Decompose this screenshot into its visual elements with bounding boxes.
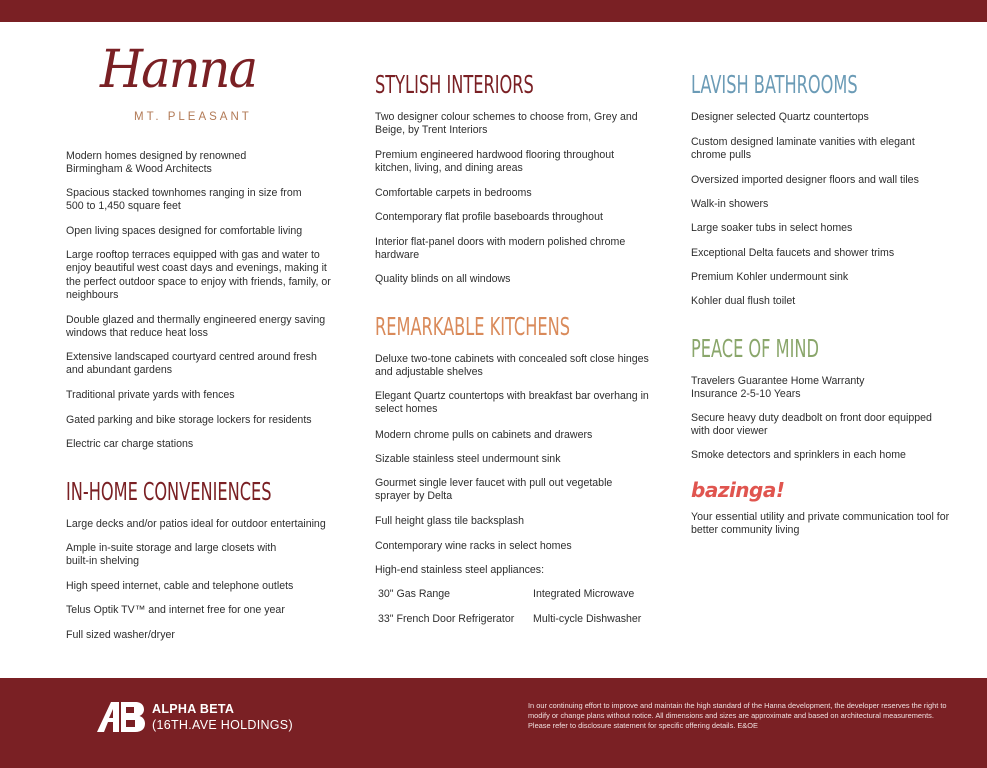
list-item: Large decks and/or patios ideal for outdoor entertaining bbox=[66, 518, 326, 530]
list-item: High-end stainless steel appliances: bbox=[375, 564, 545, 576]
bathrooms-heading: LAVISH BATHROOMS bbox=[691, 70, 858, 99]
list-item: Open living spaces designed for comfortable living bbox=[66, 225, 303, 237]
list-item: Electric car charge stations bbox=[66, 438, 194, 450]
developer-subtitle: (16TH.AVE HOLDINGS) bbox=[152, 718, 293, 732]
list-item: High speed internet, cable and telephone outlets bbox=[66, 580, 294, 592]
list-item: Smoke detectors and sprinklers in each home bbox=[691, 449, 906, 461]
logo-wordmark: Hanna bbox=[100, 40, 257, 100]
list-item: Two designer colour schemes to choose from, Grey and Beige, by Trent Interiors bbox=[375, 111, 638, 137]
logo-location: MT. PLEASANT bbox=[134, 111, 252, 123]
list-item: Ample in-suite storage and large closets with built-in shelving bbox=[66, 542, 277, 568]
list-item: Telus Optik TV™ and internet free for one year bbox=[66, 604, 285, 616]
list-item: Contemporary wine racks in select homes bbox=[375, 540, 572, 552]
list-item: Premium Kohler undermount sink bbox=[691, 271, 849, 283]
kitchens-heading: REMARKABLE KITCHENS bbox=[375, 312, 570, 341]
list-item: Walk-in showers bbox=[691, 198, 769, 210]
list-item: Premium engineered hardwood flooring throughout kitchen, living, and dining areas bbox=[375, 149, 615, 175]
list-item: Oversized imported designer floors and wall tiles bbox=[691, 174, 919, 186]
list-item: Travelers Guarantee Home Warranty Insurance 2-5-10 Years bbox=[691, 375, 865, 401]
peace-heading: PEACE OF MIND bbox=[691, 334, 819, 363]
list-item: Traditional private yards with fences bbox=[66, 389, 235, 401]
list-item: Custom designed laminate vanities with elegant chrome pulls bbox=[691, 136, 915, 162]
list-item: Full sized washer/dryer bbox=[66, 629, 175, 641]
list-item: Designer selected Quartz countertops bbox=[691, 111, 869, 123]
disclaimer-text: In our continuing effort to improve and maintain the high standard of the Hanna development, the developer reserves the right to modify or change plans without notice. All dimensions and sizes are approximate and based on architectural measurements. Please refer to disclosure statement for specific offering details. E&OE bbox=[528, 701, 947, 731]
list-item: Gourmet single lever faucet with pull out vegetable sprayer by Delta bbox=[375, 477, 613, 503]
appliance-item: Integrated Microwave bbox=[533, 588, 635, 600]
alpha-beta-logo-icon bbox=[97, 702, 147, 732]
list-item: Contemporary flat profile baseboards throughout bbox=[375, 211, 603, 223]
list-item: Quality blinds on all windows bbox=[375, 273, 511, 285]
list-item: Gated parking and bike storage lockers for residents bbox=[66, 414, 312, 426]
list-item: Double glazed and thermally engineered energy saving windows that reduce heat loss bbox=[66, 314, 326, 340]
list-item: Comfortable carpets in bedrooms bbox=[375, 187, 532, 199]
developer-name: ALPHA BETA bbox=[152, 702, 235, 716]
footer bbox=[0, 678, 987, 768]
list-item: Full height glass tile backsplash bbox=[375, 515, 524, 527]
hanna-logo bbox=[100, 40, 260, 130]
list-item: Modern homes designed by renowned Birmingham & Wood Architects bbox=[66, 150, 247, 176]
appliance-item: Multi-cycle Dishwasher bbox=[533, 613, 642, 625]
list-item: Interior flat-panel doors with modern polished chrome hardware bbox=[375, 236, 626, 262]
interiors-heading: STYLISH INTERIORS bbox=[375, 70, 534, 99]
bazinga-description: Your essential utility and private communication tool for better community living bbox=[691, 511, 950, 537]
top-bar bbox=[0, 0, 987, 22]
list-item: Secure heavy duty deadbolt on front door equipped with door viewer bbox=[691, 412, 932, 438]
appliance-item: 33" French Door Refrigerator bbox=[378, 613, 515, 625]
list-item: Kohler dual flush toilet bbox=[691, 295, 796, 307]
list-item: Exceptional Delta faucets and shower trims bbox=[691, 247, 895, 259]
list-item: Elegant Quartz countertops with breakfast bar overhang in select homes bbox=[375, 390, 649, 416]
list-item: Modern chrome pulls on cabinets and drawers bbox=[375, 429, 593, 441]
bazinga-logo: bazinga! bbox=[691, 478, 785, 502]
conveniences-heading: IN-HOME CONVENIENCES bbox=[66, 477, 272, 506]
list-item: Spacious stacked townhomes ranging in size from 500 to 1,450 square feet bbox=[66, 187, 302, 213]
list-item: Extensive landscaped courtyard centred around fresh and abundant gardens bbox=[66, 351, 317, 377]
list-item: Large soaker tubs in select homes bbox=[691, 222, 853, 234]
list-item: Deluxe two-tone cabinets with concealed soft close hinges and adjustable shelves bbox=[375, 353, 649, 379]
list-item: Large rooftop terraces equipped with gas and water to enjoy beautiful west coast days and evenings, making it the perfect outdoor space to enjoy with friends, family, or neighbours bbox=[66, 249, 331, 302]
list-item: Sizable stainless steel undermount sink bbox=[375, 453, 561, 465]
appliance-item: 30" Gas Range bbox=[378, 588, 451, 600]
